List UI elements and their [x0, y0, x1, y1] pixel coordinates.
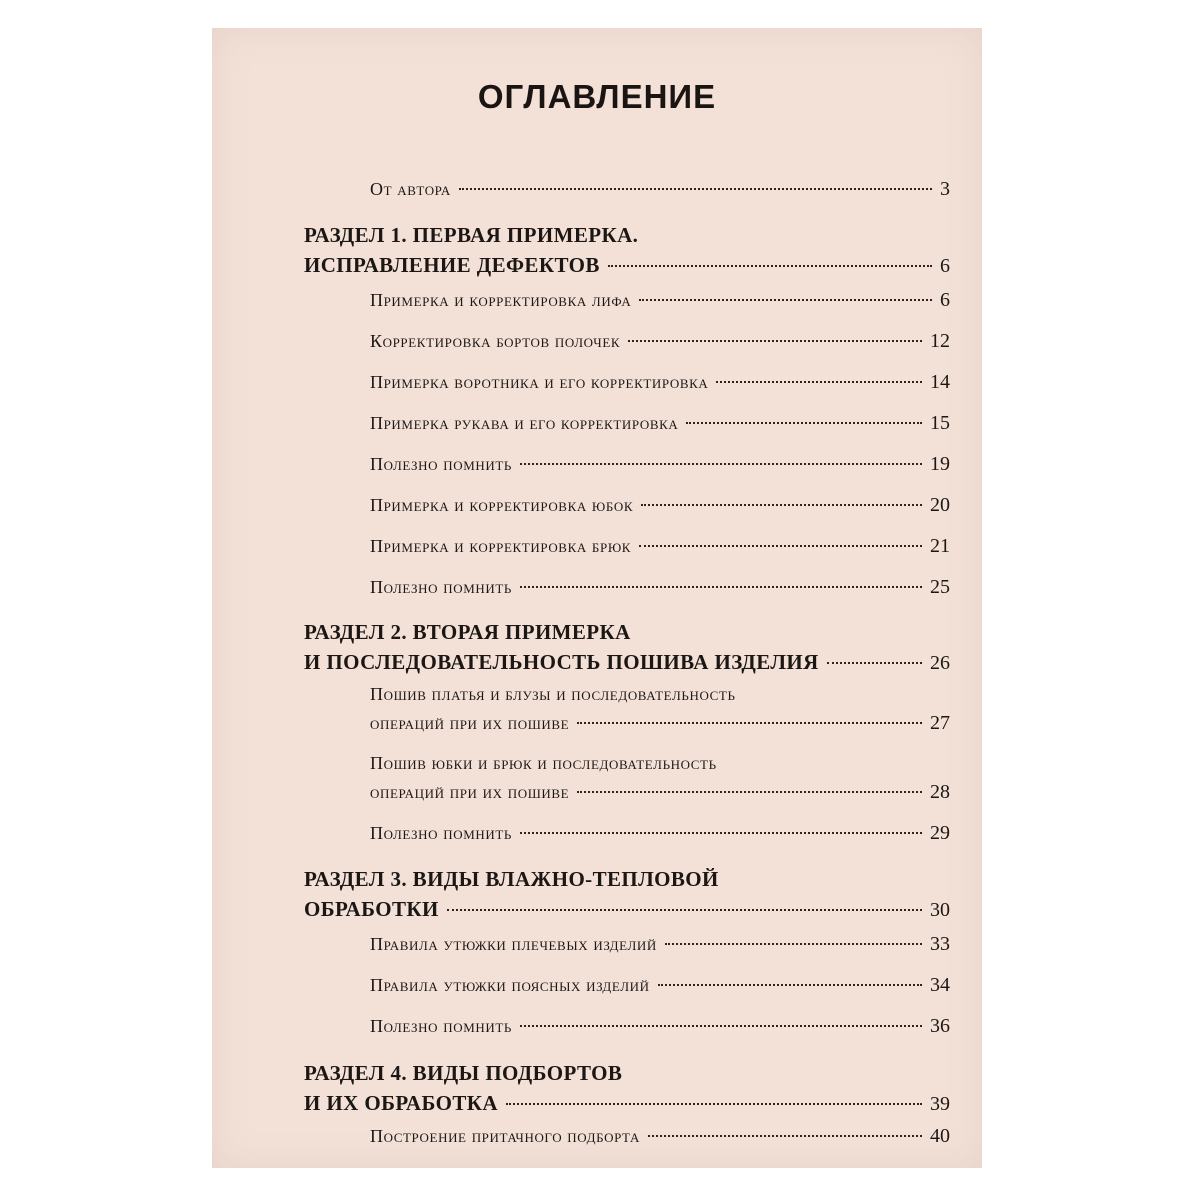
toc-entry: [370, 933, 950, 956]
dot-leader: [716, 381, 922, 383]
book-page: [212, 28, 982, 1168]
toc-entry-section-4: [304, 1091, 950, 1116]
toc-page-number: 21: [930, 535, 950, 557]
toc-entry-label: Корректировка бортов полочек: [370, 331, 621, 351]
toc-entry: [370, 781, 950, 804]
toc-page-number: 34: [930, 974, 950, 996]
toc-page-number: 15: [930, 412, 950, 434]
dot-leader: [506, 1103, 922, 1105]
toc-entry-label-line2: операций при их пошиве: [370, 713, 570, 733]
toc-page-number: 40: [930, 1125, 950, 1147]
dot-leader: [648, 1135, 922, 1137]
toc-entry-section-3: [304, 897, 950, 922]
toc-entry: [370, 535, 950, 558]
toc-entry-intro: [370, 178, 950, 201]
section-2-heading-line1: РАЗДЕЛ 2. ВТОРАЯ ПРИМЕРКА: [304, 620, 631, 644]
toc-entry-label-line1: Пошив юбки и брюк и последовательность: [370, 753, 717, 773]
toc-entry: [370, 289, 950, 312]
toc-page-number: 3: [940, 178, 950, 200]
toc-entry: [370, 712, 950, 735]
toc-entry-label-line1: Пошив платья и блузы и последовательность: [370, 684, 736, 704]
dot-leader: [641, 504, 922, 506]
toc-entry-label: Полезно помнить: [370, 1016, 512, 1036]
toc-entry: [370, 1015, 950, 1038]
toc-page-number: 25: [930, 576, 950, 598]
dot-leader: [658, 984, 922, 986]
toc-page-number: 36: [930, 1015, 950, 1037]
toc-page-number: 30: [930, 899, 950, 921]
section-heading-line2: ОБРАБОТКИ: [304, 897, 439, 921]
dot-leader: [628, 340, 922, 342]
toc-page-number: 39: [930, 1093, 950, 1115]
toc-entry: [370, 371, 950, 394]
dot-leader: [447, 909, 922, 911]
toc-page-number: 20: [930, 494, 950, 516]
toc-entry-label-line2: операций при их пошиве: [370, 782, 570, 802]
toc-entry-label: Полезно помнить: [370, 454, 512, 474]
toc-entry: [370, 453, 950, 476]
toc-entry-label: Правила утюжки поясных изделий: [370, 975, 650, 995]
dot-leader: [639, 545, 922, 547]
toc-entry-label: От автора: [370, 179, 451, 199]
section-heading-line2: И ПОСЛЕДОВАТЕЛЬНОСТЬ ПОШИВА ИЗДЕЛИЯ: [304, 650, 819, 674]
toc-entry: [370, 412, 950, 435]
table-of-contents: [212, 28, 982, 1168]
dot-leader: [608, 265, 932, 267]
dot-leader: [520, 463, 922, 465]
toc-entry: [370, 822, 950, 845]
toc-page-number: 33: [930, 933, 950, 955]
toc-entry-section-2: [304, 650, 950, 675]
toc-page-number: 28: [930, 781, 950, 803]
dot-leader: [639, 299, 932, 301]
dot-leader: [520, 586, 922, 588]
toc-entry-label: Примерка и корректировка юбок: [370, 495, 634, 515]
toc-entry-label: Полезно помнить: [370, 823, 512, 843]
toc-page-number: 27: [930, 712, 950, 734]
page-title: ОГЛАВЛЕНИЕ: [477, 78, 717, 115]
section-heading-line2: ИСПРАВЛЕНИЕ ДЕФЕКТОВ: [304, 253, 600, 277]
toc-page-number: 19: [930, 453, 950, 475]
toc-page-number: 26: [930, 652, 950, 674]
toc-entry: [370, 1125, 950, 1148]
toc-entry-label: Примерка и корректировка брюк: [370, 536, 632, 556]
dot-leader: [520, 832, 922, 834]
toc-page-number: 14: [930, 371, 950, 393]
section-1-heading-line1: РАЗДЕЛ 1. ПЕРВАЯ ПРИМЕРКА.: [304, 223, 639, 247]
section-heading-line2: И ИХ ОБРАБОТКА: [304, 1091, 498, 1115]
dot-leader: [665, 943, 922, 945]
dot-leader: [520, 1025, 922, 1027]
toc-entry-label: Примерка и корректировка лифа: [370, 290, 632, 310]
toc-page-number: 6: [940, 289, 950, 311]
dot-leader: [827, 662, 922, 664]
toc-page-number: 6: [940, 255, 950, 277]
toc-page-number: 12: [930, 330, 950, 352]
toc-entry: [370, 330, 950, 353]
dot-leader: [577, 722, 922, 724]
toc-entry: [370, 576, 950, 599]
dot-leader: [686, 422, 922, 424]
toc-page-number: 29: [930, 822, 950, 844]
toc-entry: [370, 974, 950, 997]
section-3-heading-line1: РАЗДЕЛ 3. ВИДЫ ВЛАЖНО-ТЕПЛОВОЙ: [304, 867, 719, 891]
toc-entry-label: Примерка воротника и его корректировка: [370, 372, 709, 392]
toc-entry-label: Построение притачного подборта: [370, 1126, 640, 1146]
toc-entry-label: Правила утюжки плечевых изделий: [370, 934, 657, 954]
toc-entry-label: Полезно помнить: [370, 577, 512, 597]
section-4-heading-line1: РАЗДЕЛ 4. ВИДЫ ПОДБОРТОВ: [304, 1061, 623, 1085]
toc-entry-label: Примерка рукава и его корректировка: [370, 413, 679, 433]
toc-entry-section-1: [304, 253, 950, 278]
dot-leader: [577, 791, 922, 793]
dot-leader: [459, 188, 932, 190]
toc-entry: [370, 494, 950, 517]
